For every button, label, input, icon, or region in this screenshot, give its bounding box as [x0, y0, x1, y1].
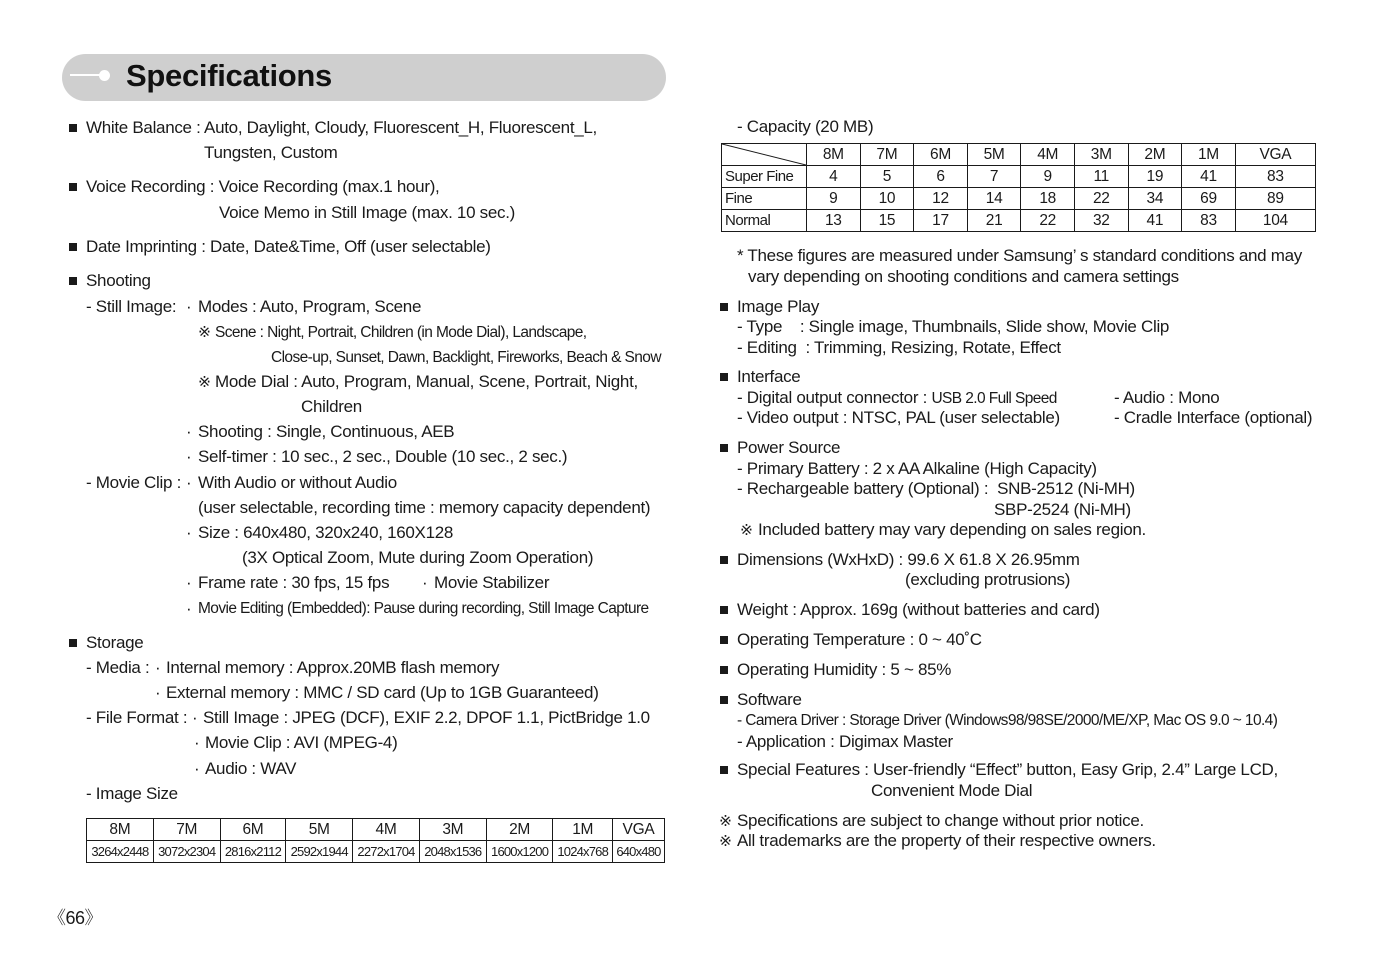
file-format-label: - File Format : — [86, 708, 188, 727]
table-header-cell: 5M — [967, 144, 1021, 166]
table-header-cell: 1M — [553, 819, 612, 841]
table-header-cell: 7M — [153, 819, 220, 841]
image-play-editing: - Editing : Trimming, Resizing, Rotate, Effect — [737, 338, 1061, 357]
row-label-cell: Super Fine — [722, 166, 807, 188]
table-header-cell: 3M — [419, 819, 486, 841]
date-imprinting: Date Imprinting : Date, Date&Time, Off (user selectable) — [86, 237, 491, 256]
bullet-icon — [720, 766, 728, 774]
table-cell: 12 — [914, 188, 968, 210]
table-cell: 14 — [967, 188, 1021, 210]
digital-output — [737, 388, 1057, 409]
table-header-cell: 6M — [914, 144, 968, 166]
video-output: - Video output : NTSC, PAL (user selectable) — [737, 408, 1060, 427]
special-features-line1: Special Features : User-friendly “Effect” button, Easy Grip, 2.4” Large LCD, — [737, 760, 1278, 779]
dot-bullet-icon: · — [186, 297, 192, 316]
table-row — [87, 841, 665, 863]
reference-mark-icon: ※ — [719, 833, 732, 850]
bullet-icon — [720, 696, 728, 704]
movie-clip-label: - Movie Clip : — [86, 473, 181, 492]
table-header-cell: 7M — [860, 144, 914, 166]
voice-recording-line1: Voice Recording : Voice Recording (max.1 hour), — [86, 177, 440, 196]
scene-line1: Scene : Night, Portrait, Children (in Mode Dial), Landscape, — [215, 324, 587, 341]
bullet-icon — [69, 277, 77, 285]
interface-heading: Interface — [737, 367, 801, 386]
table-cell: 22 — [1074, 188, 1128, 210]
table-cell: 10 — [860, 188, 914, 210]
table-header-cell: VGA — [612, 819, 664, 841]
table-cell: 9 — [1021, 166, 1075, 188]
file-format-audio: Audio : WAV — [205, 759, 297, 778]
table-cell: 83 — [1182, 210, 1236, 232]
dot-bullet-icon: · — [186, 573, 192, 592]
internal-memory: Internal memory : Approx.20MB flash memory — [166, 658, 500, 677]
table-cell: 11 — [1074, 166, 1128, 188]
table-cell: 83 — [1235, 166, 1315, 188]
capacity-note-line2: vary depending on shooting conditions and camera settings — [748, 267, 1179, 286]
capacity-note-line1: * These figures are measured under Samsung’ s standard conditions and may — [737, 246, 1302, 265]
shooting-heading: Shooting — [86, 271, 151, 290]
dot-bullet-icon: · — [186, 523, 192, 542]
movie-size: Size : 640x480, 320x240, 160X128 — [198, 523, 454, 542]
battery-note: Included battery may vary depending on sales region. — [758, 520, 1146, 539]
external-memory: External memory : MMC / SD card (Up to 1GB Guaranteed) — [166, 683, 599, 702]
table-cell: 18 — [1021, 188, 1075, 210]
dot-bullet-icon: · — [422, 573, 428, 592]
image-size-label: - Image Size — [86, 784, 178, 803]
application: - Application : Digimax Master — [737, 732, 953, 751]
page-number: 《66》 — [48, 908, 103, 928]
digital-output-value: USB 2.0 Full Speed — [931, 390, 1057, 407]
table-cell: 4 — [807, 166, 861, 188]
cradle-interface: - Cradle Interface (optional) — [1114, 408, 1313, 427]
image-play-type: - Type : Single image, Thumbnails, Slide show, Movie Clip — [737, 317, 1170, 336]
banner-dot-icon — [99, 70, 110, 81]
dimensions-line1: Dimensions (WxHxD) : 99.6 X 61.8 X 26.95mm — [737, 550, 1080, 569]
table-cell: 89 — [1235, 188, 1315, 210]
row-label-cell: Fine — [722, 188, 807, 210]
digital-output-label: - Digital output connector : — [737, 388, 932, 407]
table-cell: 22 — [1021, 210, 1075, 232]
table-cell: 640x480 — [612, 841, 664, 863]
table-cell: 15 — [860, 210, 914, 232]
movie-size-note: (3X Optical Zoom, Mute during Zoom Operation) — [242, 548, 594, 567]
special-features-line2: Convenient Mode Dial — [871, 781, 1033, 800]
movie-editing: Movie Editing (Embedded): Pause during recording, Still Image Capture — [198, 600, 649, 617]
table-header-cell: 5M — [286, 819, 353, 841]
page-title: Specifications — [126, 58, 332, 93]
self-timer: Self-timer : 10 sec., 2 sec., Double (10 sec., 2 sec.) — [198, 447, 568, 466]
reference-mark-icon: ※ — [198, 324, 211, 341]
reference-mark-icon: ※ — [740, 522, 753, 539]
rechargeable-battery: - Rechargeable battery (Optional) : SNB-2512 (Ni-MH) — [737, 479, 1135, 498]
shooting-modes: Shooting : Single, Continuous, AEB — [198, 422, 455, 441]
weight: Weight : Approx. 169g (without batteries and card) — [737, 600, 1100, 619]
table-cell: 41 — [1128, 210, 1182, 232]
operating-temperature: Operating Temperature : 0 ~ 40˚C — [737, 630, 982, 649]
table-header-cell: VGA — [1235, 144, 1315, 166]
table-cell: 2592x1944 — [286, 841, 353, 863]
frame-rate: Frame rate : 30 fps, 15 fps — [198, 573, 390, 592]
table-cell: 13 — [807, 210, 861, 232]
table-row — [722, 144, 1316, 166]
white-balance-line1: White Balance : Auto, Daylight, Cloudy, Fluorescent_H, Fluorescent_L, — [86, 118, 597, 137]
footnote-trademarks: All trademarks are the property of their respective owners. — [737, 831, 1156, 850]
bullet-icon — [69, 639, 77, 647]
table-row — [722, 166, 1316, 188]
bullet-icon — [720, 666, 728, 674]
bullet-icon — [720, 303, 728, 311]
table-cell: 6 — [914, 166, 968, 188]
bullet-icon — [720, 636, 728, 644]
dot-bullet-icon: · — [186, 447, 192, 466]
dimensions-line2: (excluding protrusions) — [905, 570, 1071, 589]
voice-recording-line2: Voice Memo in Still Image (max. 10 sec.) — [219, 203, 516, 222]
table-header-cell: 8M — [807, 144, 861, 166]
table-header-cell: 2M — [1128, 144, 1182, 166]
table-cell: 32 — [1074, 210, 1128, 232]
bullet-icon — [720, 444, 728, 452]
banner-line-decoration — [70, 74, 102, 76]
table-cell: 2816x2112 — [220, 841, 286, 863]
dot-bullet-icon: · — [186, 473, 192, 492]
primary-battery: - Primary Battery : 2 x AA Alkaline (High Capacity) — [737, 459, 1097, 478]
table-cell: 3264x2448 — [87, 841, 154, 863]
camera-driver: - Camera Driver : Storage Driver (Windows98/98SE/2000/ME/XP, Mac OS 9.0 ~ 10.4) — [737, 712, 1278, 729]
bullet-icon — [69, 243, 77, 251]
table-cell: 1600x1200 — [486, 841, 553, 863]
image-play-heading: Image Play — [737, 297, 820, 316]
capacity-table — [721, 143, 1316, 232]
table-header-cell: 2M — [486, 819, 553, 841]
table-cell: 2272x1704 — [353, 841, 420, 863]
movie-audio: With Audio or without Audio — [198, 473, 397, 492]
table-cell: 9 — [807, 188, 861, 210]
bullet-icon — [69, 124, 77, 132]
bullet-icon — [720, 373, 728, 381]
table-cell: 69 — [1182, 188, 1236, 210]
table-cell: 2048x1536 — [419, 841, 486, 863]
power-heading: Power Source — [737, 438, 841, 457]
dot-bullet-icon: · — [155, 658, 161, 677]
bullet-icon — [720, 606, 728, 614]
table-row — [87, 819, 665, 841]
audio-output: - Audio : Mono — [1114, 388, 1220, 407]
bullet-icon — [720, 556, 728, 564]
storage-heading: Storage — [86, 633, 144, 652]
rechargeable-battery-alt: SBP-2524 (Ni-MH) — [994, 500, 1131, 519]
table-cell: 7 — [967, 166, 1021, 188]
table-cell: 5 — [860, 166, 914, 188]
table-cell: 21 — [967, 210, 1021, 232]
table-row — [722, 210, 1316, 232]
white-balance-line2: Tungsten, Custom — [204, 143, 338, 162]
image-size-table — [86, 818, 665, 863]
capacity-label: - Capacity (20 MB) — [737, 117, 874, 136]
mode-dial-line1: Mode Dial : Auto, Program, Manual, Scene, Portrait, Night, — [215, 372, 638, 391]
media-label: - Media : — [86, 658, 150, 677]
file-format-movie: Movie Clip : AVI (MPEG-4) — [205, 733, 398, 752]
diagonal-corner-cell — [722, 144, 807, 166]
table-cell: 41 — [1182, 166, 1236, 188]
file-format-still: Still Image : JPEG (DCF), EXIF 2.2, DPOF 1.1, PictBridge 1.0 — [203, 708, 650, 727]
operating-humidity: Operating Humidity : 5 ~ 85% — [737, 660, 952, 679]
diagonal-line-icon — [722, 144, 806, 165]
table-header-cell: 8M — [87, 819, 154, 841]
dot-bullet-icon: · — [186, 422, 192, 441]
dot-bullet-icon: · — [194, 733, 200, 752]
dot-bullet-icon: · — [155, 683, 161, 702]
still-modes: Modes : Auto, Program, Scene — [198, 297, 422, 316]
table-header-cell: 1M — [1182, 144, 1236, 166]
bullet-icon — [69, 183, 77, 191]
table-cell: 3072x2304 — [153, 841, 220, 863]
still-image-label: - Still Image: — [86, 297, 177, 316]
table-header-cell: 6M — [220, 819, 286, 841]
table-header-cell: 3M — [1074, 144, 1128, 166]
reference-mark-icon: ※ — [719, 813, 732, 830]
scene-line2: Close-up, Sunset, Dawn, Backlight, Fireworks, Beach & Snow — [271, 349, 661, 366]
dot-bullet-icon: · — [192, 708, 198, 727]
mode-dial-line2: Children — [301, 397, 362, 416]
table-header-cell: 4M — [1021, 144, 1075, 166]
table-header-cell: 4M — [353, 819, 420, 841]
table-cell: 34 — [1128, 188, 1182, 210]
reference-mark-icon: ※ — [198, 374, 211, 391]
table-row — [722, 188, 1316, 210]
table-cell: 17 — [914, 210, 968, 232]
table-cell: 19 — [1128, 166, 1182, 188]
dot-bullet-icon: · — [186, 599, 192, 618]
dot-bullet-icon: · — [194, 759, 200, 778]
footnote-specifications: Specifications are subject to change without prior notice. — [737, 811, 1144, 830]
software-heading: Software — [737, 690, 802, 709]
movie-stabilizer: Movie Stabilizer — [434, 573, 550, 592]
row-label-cell: Normal — [722, 210, 807, 232]
movie-audio-note: (user selectable, recording time : memory capacity dependent) — [198, 498, 651, 517]
table-cell: 1024x768 — [553, 841, 612, 863]
table-cell: 104 — [1235, 210, 1315, 232]
